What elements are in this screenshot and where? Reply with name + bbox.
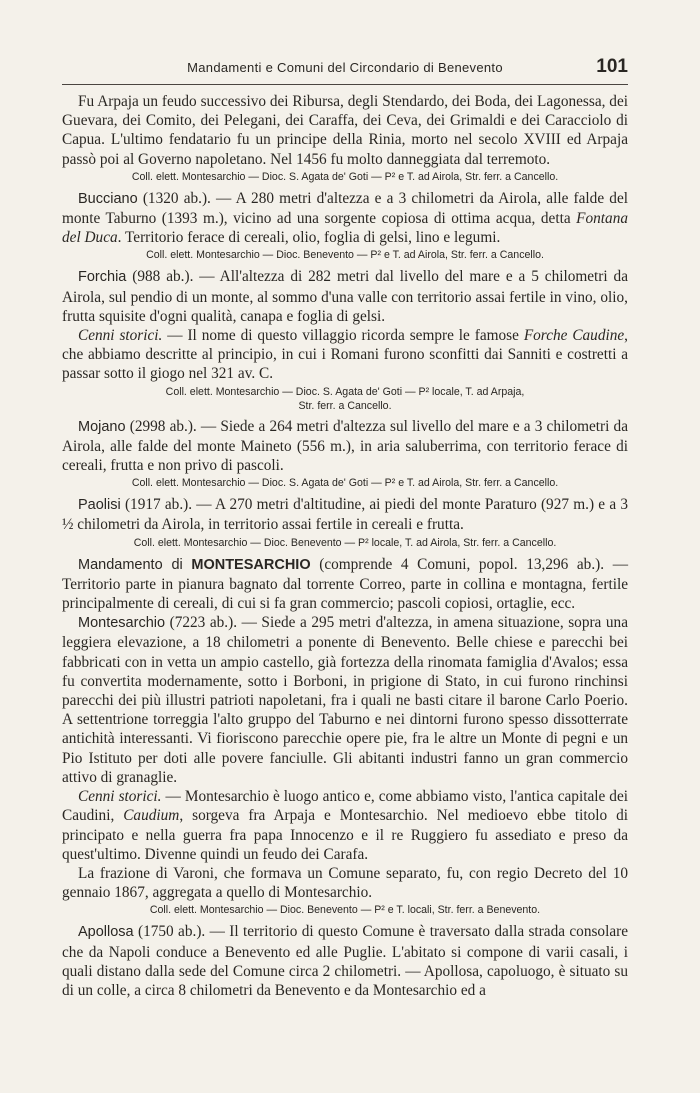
cenni-italic: Forche Caudine [523,327,625,345]
entry-forchia [62,267,628,326]
entry-italic: Fontana del Duca [62,210,628,247]
entry-text: (1320 ab.). — A 280 metri d'altezza e a 3 chilometri da Airola, alle falde del monte Taburno (1393 m.), vicino ad una sorgente copiosa di ottima acqua, detta [62,189,628,228]
entry-name: Apollosa [78,924,134,941]
entry-paolisi [62,495,628,534]
paragraph-arpaja: Fu Arpaja un feudo successivo dei Ribursa, degli Stendardo, dei Boda, dei Lagonessa, dei Guevara, dei Comito, dei Pelegani, dei Caraffa, dei Ceva, dei Grimaldi e dei Caracciolo di Capua. L'ultimo fendatario fu un principe della Rinia, morto nel secolo XVIII ed Arpaja passò poi al Governo napoletano. Nel 1456 fu molto danneggiata dal terremoto. [62,93,628,168]
entry-text-end: . Territorio ferace di cereali, olio, foglia di gelsi, lino e legumi. [117,229,501,247]
cenni-forchia [62,326,628,384]
cenni-label: Cenni storici. [78,327,163,345]
entry-name: Bucciano [78,190,138,207]
mandamento-text: (comprende 4 Comuni, popol. 13,296 ab.). — Territorio parte in pianura bagnato dal torrente Correo, parte in collina e montagna, fertile principalmente di cereali, di cui si fa gran commercio; pascoli copiosi, ortaglie, ecc. [62,555,628,613]
running-head: Mandamenti e Comuni del Circondario di Benevento [187,60,503,75]
coll-line: Str. ferr. a Cancello. [298,399,392,412]
coll-mojano: Coll. elett. Montesarchio — Dioc. S. Agata de' Goti — P² e T. ad Airola, Str. ferr. a Cancello. [131,477,559,490]
entry-text: (1750 ab.). — Il territorio di questo Comune è traversato dalla strada consolare che da Napoli conduce a Benevento ed alle Puglie. L'abitato si compone di varii casali, i quali distano dalla sede del Comune circa 2 chilometri. — Apollosa, capoluogo, è situato su di un colle, a circa 8 chilometri da Benevento e da Montesarchio ed a [62,923,628,999]
entry-text: (1917 ab.). — A 270 metri d'altitudine, ai piedi del monte Paraturo (927 m.) e a 3 ½ chilometri da Airola, in territorio assai fertile in cereali e frutta. [62,496,628,534]
cenni-label: Cenni storici. [78,788,162,806]
entry-text: (988 ab.). — All'altezza di 282 metri dal livello del mare e a 5 chilometri da Airola, sul pendio di un monte, al sommo d'una valle con territorio assai fertile in vino, olio, frutta squisite d'ogni qualità, canapa e foglia di gelsi. [62,268,628,325]
entry-text: (7223 ab.). — Siede a 295 metri d'altezza, in amena situazione, sopra una leggiera elevazione, a 18 chilometri a ponente di Benevento. Belle chiese e parecchi bei fabbricati con in vetta un ampio castello, già fortezza della rinomata famiglia d'Avalos; essa fu convertita modernamente, sotto i Borboni, in prigione di Stato, in cui furono rinchinsi parecchi dei più illustri patrioti napoletani, fra i quali ne basti citare il barone Carlo Poerio. A settentrione torreggia l'alto gruppo del Taburno e nei dintorni furono spesso dissotterrate antichità interessanti. Vi fioriscono parecchie opere pie, fra le altre un Monte di pegni e un Pio Istituto per doti alle povere fanciulle. Gli abitanti industri fanno un gran commercio attivo di granaglie. [62,614,628,786]
entry-name: Mojano [78,418,126,435]
entry-name: Paolisi [78,497,121,514]
page-header [62,56,628,80]
mandamento-heading [62,555,628,614]
coll-line: Coll. elett. Montesarchio — Dioc. S. Agata de' Goti — P² locale, T. ad Arpaja, [165,385,525,398]
mandamento-name: MONTESARCHIO [191,556,311,573]
coll-paolisi: Coll. elett. Montesarchio — Dioc. Benevento — P² locale, T. ad Airola, Str. ferr. a Cancello. [133,536,557,549]
cenni-text-end: , che abbiamo descritte al principio, in cui i Romani furono sconfitti dai Sanniti e costretti a passar sotto il giogo nel 321 av. C. [62,327,628,383]
coll-arpaja: Coll. elett. Montesarchio — Dioc. S. Agata de' Goti — P² e T. ad Airola, Str. ferr. a Cancello. [131,170,559,183]
body-text [62,92,628,1000]
coll-forchia [62,385,628,413]
cenni-text-end: , sorgeva fra Arpaja e Montesarchio. Nel medioevo ebbe titolo di principato e nella guerra fra papa Innocenzo e il re Ruggiero fu assediato e preso da quest'ultimo. Divenne quindi un feudo dei Carafa. [62,807,628,863]
entry-apollosa [62,922,628,1000]
mandamento-label: Mandamento di [78,556,183,573]
entry-name: Forchia [78,269,127,286]
cenni-text: — Il nome di questo villaggio ricorda sempre le famose [162,327,524,345]
coll-bucciano: Coll. elett. Montesarchio — Dioc. Benevento — P² e T. ad Airola, Str. ferr. a Cancello. [146,249,544,262]
cenni-text: — Montesarchio è luogo antico e, come abbiamo visto, l'antica capitale dei Caudini, [62,788,628,825]
entry-montesarchio [62,613,628,787]
paragraph-varoni: La frazione di Varoni, che formava un Comune separato, fu, con regio Decreto del 10 gennaio 1867, aggregata a quello di Montesarchio. [62,864,628,902]
page-number: 101 [596,56,628,77]
cenni-italic: Caudium [123,807,180,825]
entry-name: Montesarchio [78,615,166,632]
cenni-montesarchio [62,787,628,864]
entry-mojano [62,417,628,476]
entry-text: (2998 ab.). — Siede a 264 metri d'altezza sul livello del mare e a 3 chilometri da Airola, alle falde del monte Maineto (556 m.), in aria saluberrima, con territorio ferace di cereali, frutta e non privo di pascoli. [62,417,628,475]
coll-montesarchio: Coll. elett. Montesarchio — Dioc. Benevento — P² e T. locali, Str. ferr. a Benevento. [149,904,541,917]
entry-bucciano [62,189,628,248]
header-rule [62,84,628,85]
